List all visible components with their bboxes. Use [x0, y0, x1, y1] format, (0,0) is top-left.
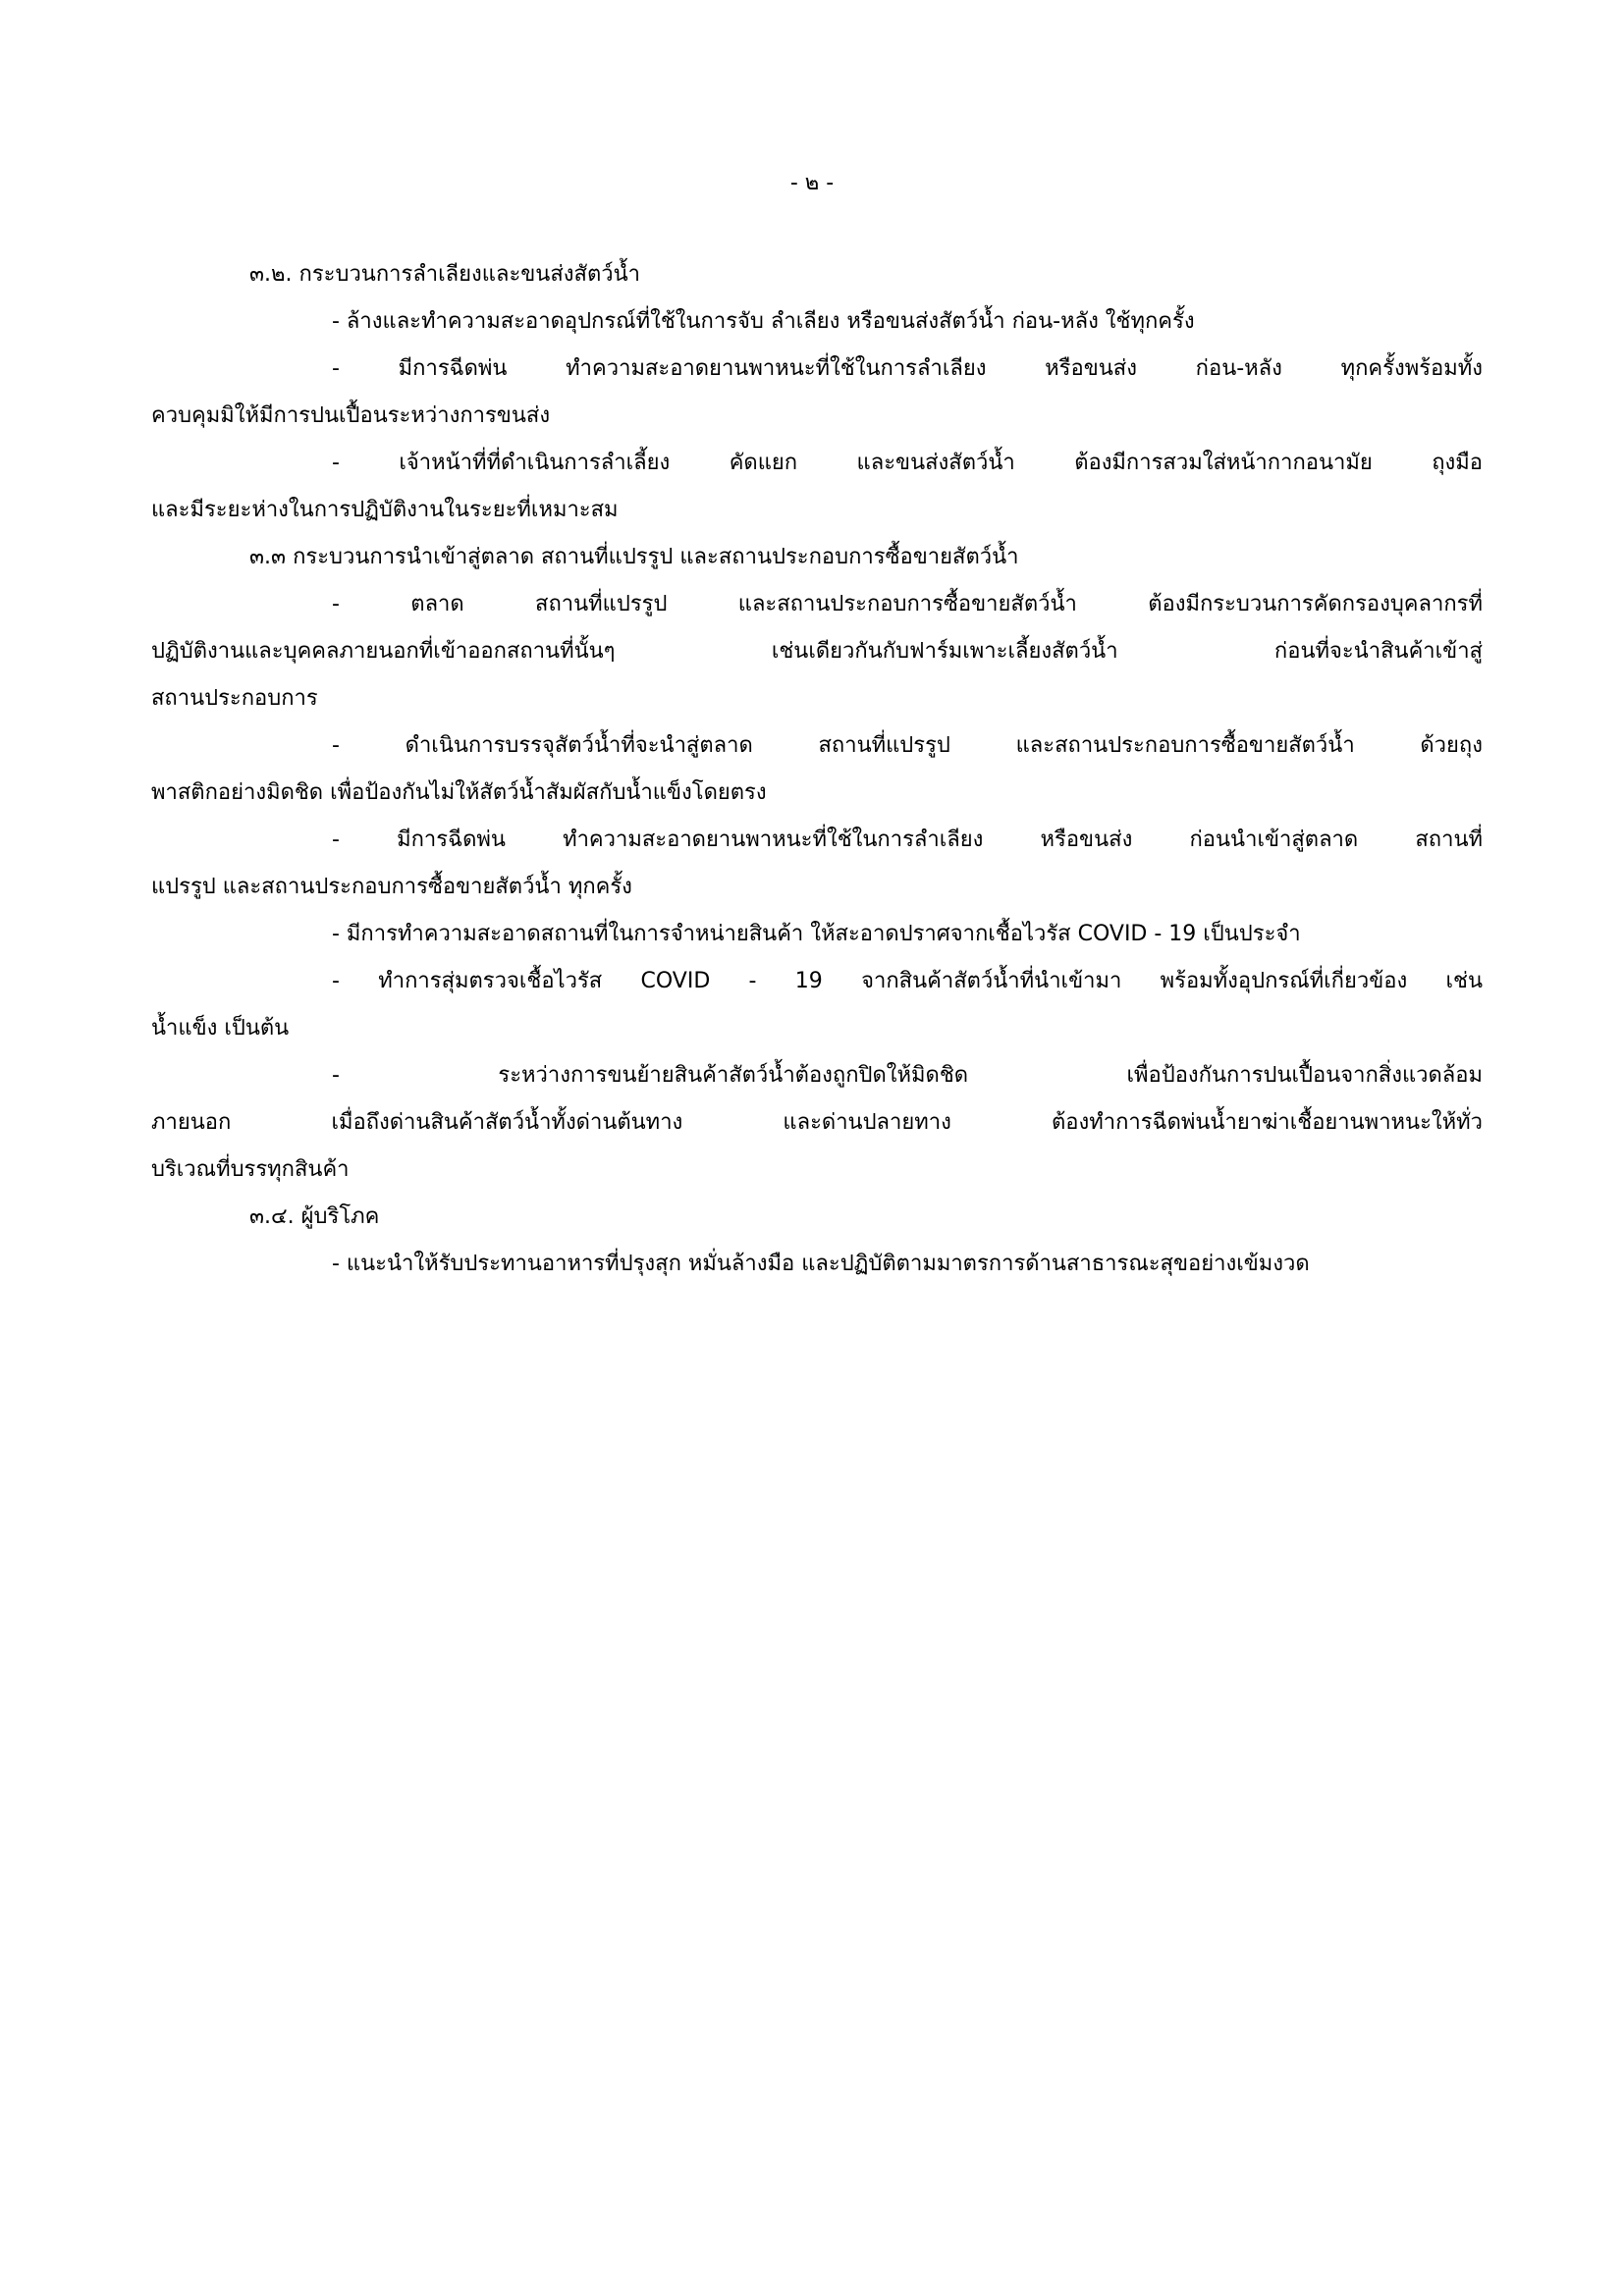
list-item-continuation: ภายนอก เมื่อถึงด่านสินค้าสัตว์น้ำทั้งด่านต้นทาง และด่านปลายทาง ต้องทำการฉีดพ่นน้ำยาฆ่าเชื้อยานพาหนะให้ทั่ว — [151, 1110, 1483, 1135]
section-3-2 — [151, 251, 1483, 534]
list-item: - มีการฉีดพ่น ทำความสะอาดยานพาหนะที่ใช้ในการลำเลียง หรือขนส่ง ก่อน-หลัง ทุกครั้งพร้อมทั้ง — [332, 356, 1483, 381]
list-item-continuation: พาสติกอย่างมิดชิด เพื่อป้องกันไม่ให้สัตว์น้ำสัมผัสกับน้ำแข็งโดยตรง — [151, 780, 767, 805]
section-3-4 — [151, 1194, 1483, 1288]
list-item: - ดำเนินการบรรจุสัตว์น้ำที่จะนำสู่ตลาด สถานที่แปรรูป และสถานประกอบการซื้อขายสัตว์น้ำ ด้วยถุง — [332, 733, 1483, 758]
section-heading: ๓.๒. กระบวนการลำเลียงและขนส่งสัตว์น้ำ — [249, 262, 640, 287]
page-number: - ๒ - — [789, 171, 835, 195]
section-3-3 — [151, 534, 1483, 1194]
list-item-continuation: แปรรูป และสถานประกอบการซื้อขายสัตว์น้ำ ทุกครั้ง — [151, 875, 632, 899]
list-item: - แนะนำให้รับประทานอาหารที่ปรุงสุก หมั่นล้างมือ และปฏิบัติตามมาตรการด้านสาธารณะสุขอย่างเข้มงวด — [332, 1252, 1310, 1276]
list-item-continuation: บริเวณที่บรรทุกสินค้า — [151, 1157, 350, 1182]
section-heading: ๓.๔. ผู้บริโภค — [249, 1204, 380, 1229]
list-item: - ล้างและทำความสะอาดอุปกรณ์ที่ใช้ในการจับ ลำเลียง หรือขนส่งสัตว์น้ำ ก่อน-หลัง ใช้ทุกครั้ง — [332, 309, 1195, 334]
list-item: - ทำการสุ่มตรวจเชื้อไวรัส COVID - 19 จากสินค้าสัตว์น้ำที่นำเข้ามา พร้อมทั้งอุปกรณ์ที่เกี่ยวข้อง เช่น — [332, 969, 1483, 993]
list-item: - ระหว่างการขนย้ายสินค้าสัตว์น้ำต้องถูกปิดให้มิดชิด เพื่อป้องกันการปนเปื้อนจากสิ่งแวดล้อม — [332, 1063, 1483, 1088]
document-body — [151, 251, 1483, 1288]
list-item-continuation: สถานประกอบการ — [151, 686, 318, 711]
section-heading: ๓.๓ กระบวนการนำเข้าสู่ตลาด สถานที่แปรรูป และสถานประกอบการซื้อขายสัตว์น้ำ — [249, 545, 1019, 569]
list-item-continuation: น้ำแข็ง เป็นต้น — [151, 1016, 290, 1041]
list-item-continuation: และมีระยะห่างในการปฏิบัติงานในระยะที่เหมาะสม — [151, 498, 619, 522]
list-item-continuation: ควบคุมมิให้มีการปนเปื้อนระหว่างการขนส่ง — [151, 403, 551, 428]
list-item: - ตลาด สถานที่แปรรูป และสถานประกอบการซื้อขายสัตว์น้ำ ต้องมีกระบวนการคัดกรองบุคลากรที่ — [332, 592, 1483, 616]
list-item: - มีการฉีดพ่น ทำความสะอาดยานพาหนะที่ใช้ในการลำเลียง หรือขนส่ง ก่อนนำเข้าสู่ตลาด สถานที่ — [332, 828, 1483, 852]
list-item: - เจ้าหน้าที่ที่ดำเนินการลำเลี้ยง คัดแยก และขนส่งสัตว์น้ำ ต้องมีการสวมใส่หน้ากากอนามัย ถุงมือ — [332, 451, 1483, 475]
list-item-continuation: ปฏิบัติงานและบุคคลภายนอกที่เข้าออกสถานที่นั้นๆ เช่นเดียวกันกับฟาร์มเพาะเลี้ยงสัตว์น้ำ ก่อนที่จะนำสินค้าเข้าสู่ — [151, 639, 1483, 664]
list-item: - มีการทำความสะอาดสถานที่ในการจำหน่ายสินค้า ให้สะอาดปราศจากเชื้อไวรัส COVID - 19 เป็นประจำ — [332, 922, 1301, 946]
